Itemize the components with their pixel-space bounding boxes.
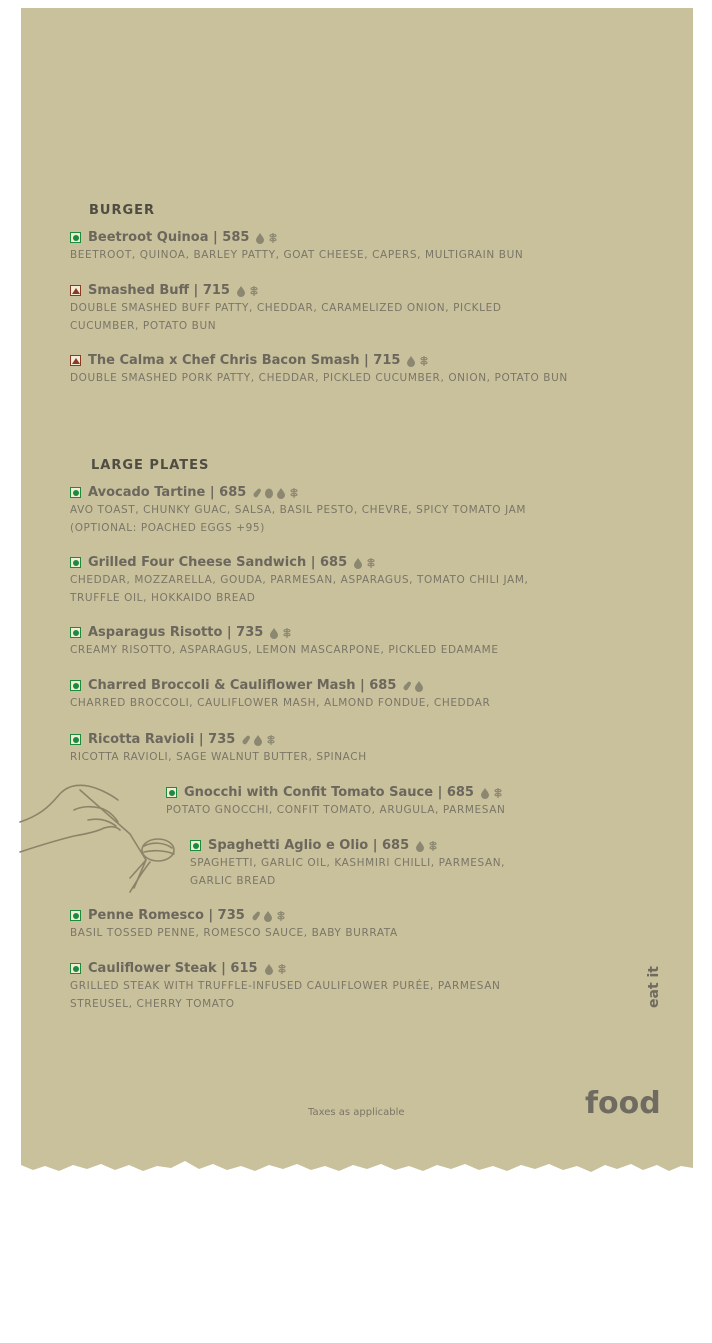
wheat-icon — [267, 231, 279, 244]
item-description: BEETROOT, QUINOA, BARLEY PATTY, GOAT CHEESE, CAPERS, MULTIGRAIN BUN — [70, 249, 524, 261]
item-description: POTATO GNOCCHI, CONFIT TOMATO, ARUGULA, PARMESAN — [166, 804, 506, 816]
hand-with-fork-illustration — [18, 780, 188, 900]
menu-item — [166, 784, 505, 819]
item-name: Asparagus Risotto | 735 — [88, 625, 264, 640]
item-description: GARLIC BREAD — [190, 875, 276, 887]
item-description: CHEDDAR, MOZZARELLA, GOUDA, PARMESAN, ASPARAGUS, TOMATO CHILI JAM, — [70, 574, 529, 586]
wheat-icon — [248, 284, 260, 297]
drop-icon — [269, 627, 279, 639]
wheat-icon — [418, 354, 430, 367]
nonveg-mark-icon — [70, 355, 81, 366]
drop-icon — [414, 680, 424, 692]
wheat-icon — [281, 626, 293, 639]
veg-mark-icon — [70, 627, 81, 638]
veg-mark-icon — [70, 487, 81, 498]
item-description: CREAMY RISOTTO, ASPARAGUS, LEMON MASCARPONE, PICKLED EDAMAME — [70, 644, 499, 656]
wheat-icon — [365, 556, 377, 569]
menu-item — [190, 837, 505, 890]
item-name: Gnocchi with Confit Tomato Sauce | 685 — [184, 785, 474, 800]
item-description: TRUFFLE OIL, HOKKAIDO BREAD — [70, 592, 256, 604]
item-name: Smashed Buff | 715 — [88, 283, 230, 298]
section-title: BURGER — [89, 203, 156, 218]
drop-icon — [480, 787, 490, 799]
veg-mark-icon — [70, 680, 81, 691]
menu-item — [70, 484, 526, 537]
menu-item — [70, 282, 502, 335]
item-description: AVO TOAST, CHUNKY GUAC, SALSA, BASIL PESTO, CHEVRE, SPICY TOMATO JAM — [70, 504, 527, 516]
item-description: CUCUMBER, POTATO BUN — [70, 320, 217, 332]
veg-mark-icon — [70, 910, 81, 921]
drop-icon — [406, 355, 416, 367]
nut-icon — [252, 487, 262, 499]
nonveg-mark-icon — [70, 285, 81, 296]
item-description: BASIL TOSSED PENNE, ROMESCO SAUCE, BABY BURRATA — [70, 927, 398, 939]
veg-mark-icon — [70, 557, 81, 568]
item-name: The Calma x Chef Chris Bacon Smash | 715 — [88, 353, 401, 368]
drop-icon — [236, 285, 246, 297]
wheat-icon — [265, 733, 277, 746]
section-title: LARGE PLATES — [91, 458, 210, 473]
nut-icon — [251, 910, 261, 922]
drop-icon — [353, 557, 363, 569]
wheat-icon — [492, 786, 504, 799]
wheat-icon — [276, 962, 288, 975]
item-description: STREUSEL, CHERRY TOMATO — [70, 998, 235, 1010]
menu-item — [70, 554, 528, 607]
taxes-note: Taxes as applicable — [308, 1107, 405, 1118]
item-description: CHARRED BROCCOLI, CAULIFLOWER MASH, ALMOND FONDUE, CHEDDAR — [70, 697, 491, 709]
item-name: Spaghetti Aglio e Olio | 685 — [208, 838, 410, 853]
drop-icon — [255, 232, 265, 244]
wheat-icon — [427, 839, 439, 852]
drop-icon — [263, 910, 273, 922]
item-description: RICOTTA RAVIOLI, SAGE WALNUT BUTTER, SPINACH — [70, 751, 367, 763]
item-description: DOUBLE SMASHED PORK PATTY, CHEDDAR, PICKLED CUCUMBER, ONION, POTATO BUN — [70, 372, 568, 384]
menu-item — [70, 960, 500, 1013]
nut-icon — [402, 680, 412, 692]
menu-item — [70, 352, 568, 387]
menu-item — [70, 907, 398, 942]
menu-item — [70, 731, 367, 766]
item-description: (OPTIONAL: POACHED EGGS +95) — [70, 522, 265, 534]
menu-item — [70, 677, 490, 712]
item-name: Beetroot Quinoa | 585 — [88, 230, 250, 245]
nut-icon — [241, 734, 251, 746]
menu-item — [70, 229, 523, 264]
item-description: GRILLED STEAK WITH TRUFFLE-INFUSED CAULIFLOWER PURÉE, PARMESAN — [70, 980, 501, 992]
veg-mark-icon — [70, 963, 81, 974]
egg-icon — [264, 487, 274, 499]
item-name: Charred Broccoli & Cauliflower Mash | 685 — [88, 678, 397, 693]
veg-mark-icon — [70, 232, 81, 243]
item-name: Ricotta Ravioli | 735 — [88, 732, 236, 747]
item-description: DOUBLE SMASHED BUFF PATTY, CHEDDAR, CARAMELIZED ONION, PICKLED — [70, 302, 502, 314]
item-name: Cauliflower Steak | 615 — [88, 961, 258, 976]
item-name: Grilled Four Cheese Sandwich | 685 — [88, 555, 348, 570]
wheat-icon — [288, 486, 300, 499]
drop-icon — [264, 963, 274, 975]
item-description: SPAGHETTI, GARLIC OIL, KASHMIRI CHILLI, PARMESAN, — [190, 857, 506, 869]
veg-mark-icon — [190, 840, 201, 851]
item-name: Avocado Tartine | 685 — [88, 485, 247, 500]
drop-icon — [276, 487, 286, 499]
eat-it-side-label: eat it — [646, 966, 662, 1008]
wheat-icon — [275, 909, 287, 922]
menu-item — [70, 624, 499, 659]
drop-icon — [253, 734, 263, 746]
brand-food-label: food — [585, 1086, 661, 1121]
item-name: Penne Romesco | 735 — [88, 908, 245, 923]
veg-mark-icon — [70, 734, 81, 745]
drop-icon — [415, 840, 425, 852]
